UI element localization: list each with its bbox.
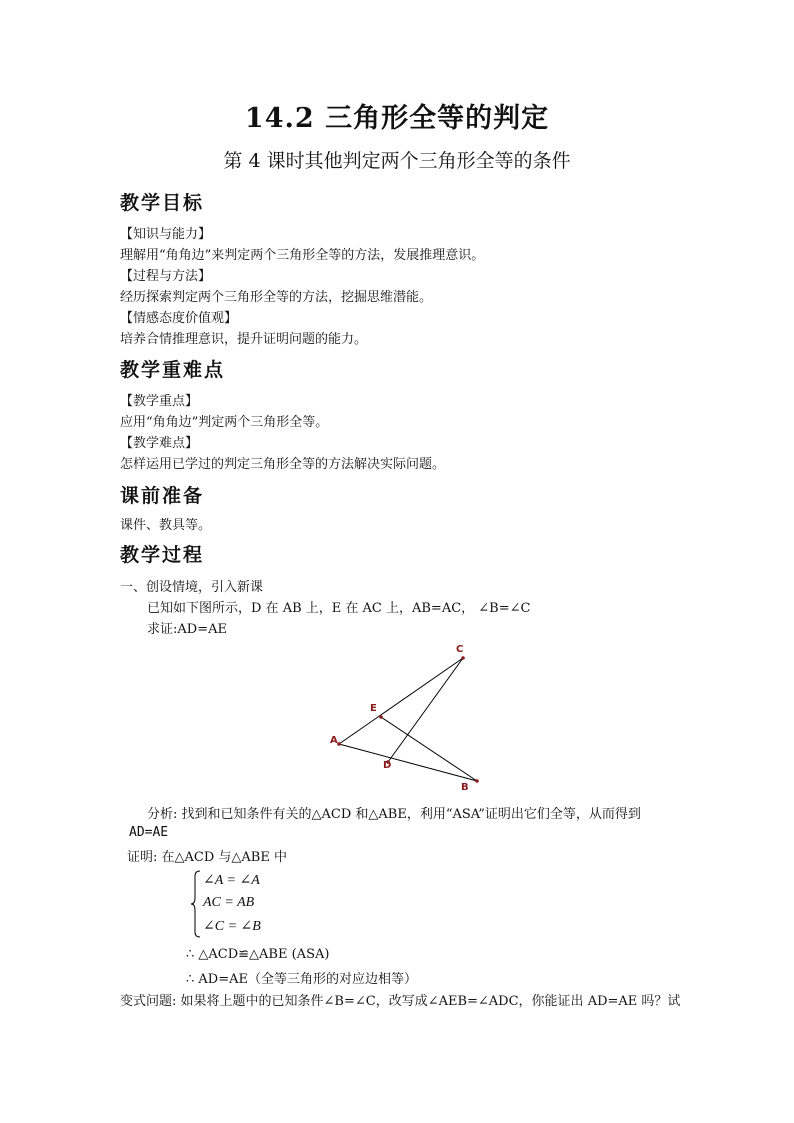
point-E — [379, 715, 383, 719]
focus-text: 应用“角角边”判定两个三角形全等。 — [120, 415, 329, 430]
label-C: C — [456, 644, 464, 655]
label-A: A — [330, 735, 338, 746]
section-heading-objectives: 教学目标 — [120, 192, 205, 214]
therefore-congruent: ∴ △ACD≌△ABE (ASA) — [186, 947, 330, 962]
proof-intro: 证明: 在△ACD 与△ABE 中 — [127, 850, 287, 865]
step1-heading: 一、创设情境，引入新课 — [120, 580, 264, 595]
variant-question: 变式问题: 如果将上题中的已知条件∠B=∠C，改写成∠AEB=∠ADC，你能证出 AD=AE 吗？试 — [120, 994, 681, 1009]
analysis-line-2: AD=AE — [129, 825, 169, 840]
system-line-1: ∠A = ∠A — [203, 873, 260, 888]
point-B — [475, 779, 479, 783]
given-text: 已知如下图所示，D 在 AB 上，E 在 AC 上，AB=AC， ∠B=∠C — [147, 601, 531, 616]
attitude-label: 【情感态度价值观】 — [120, 311, 238, 326]
prove-text: 求证:AD=AE — [147, 622, 227, 637]
triangle-figure — [320, 638, 500, 798]
point-C — [461, 656, 465, 660]
label-D: D — [383, 760, 392, 771]
segment-BE — [381, 717, 477, 781]
page-subtitle: 第 4 课时其他判定两个三角形全等的条件 — [223, 150, 571, 172]
system-line-2: AC = AB — [203, 895, 255, 910]
attitude-text: 培养合情推理意识，提升证明问题的能力。 — [120, 332, 368, 347]
section-heading-preparation: 课前准备 — [120, 485, 205, 507]
label-E: E — [370, 703, 377, 714]
left-brace — [190, 870, 202, 938]
page-title: 14.2 三角形全等的判定 — [244, 103, 550, 134]
difficulty-text: 怎样运用已学过的判定三角形全等的方法解决实际问题。 — [120, 457, 446, 472]
knowledge-label: 【知识与能力】 — [120, 227, 212, 242]
segment-AC — [339, 658, 463, 744]
segment-AB — [339, 744, 477, 781]
label-B: B — [461, 782, 469, 793]
therefore-equal: ∴ AD=AE（全等三角形的对应边相等） — [186, 972, 417, 987]
knowledge-text: 理解用“角角边”来判定两个三角形全等的方法，发展推理意识。 — [120, 248, 485, 263]
process-method-label: 【过程与方法】 — [120, 269, 212, 284]
process-method-text: 经历探索判定两个三角形全等的方法，挖掘思维潜能。 — [120, 290, 433, 305]
difficulty-label: 【教学难点】 — [120, 436, 199, 451]
analysis-line-1: 分析: 找到和已知条件有关的△ACD 和△ABE，利用“ASA”证明出它们全等，从而得到 — [147, 807, 641, 822]
system-line-3: ∠C = ∠B — [203, 919, 261, 934]
preparation-text: 课件、教具等。 — [120, 518, 212, 533]
section-heading-key-points: 教学重难点 — [120, 359, 226, 381]
section-heading-process: 教学过程 — [120, 544, 205, 566]
focus-label: 【教学重点】 — [120, 394, 199, 409]
